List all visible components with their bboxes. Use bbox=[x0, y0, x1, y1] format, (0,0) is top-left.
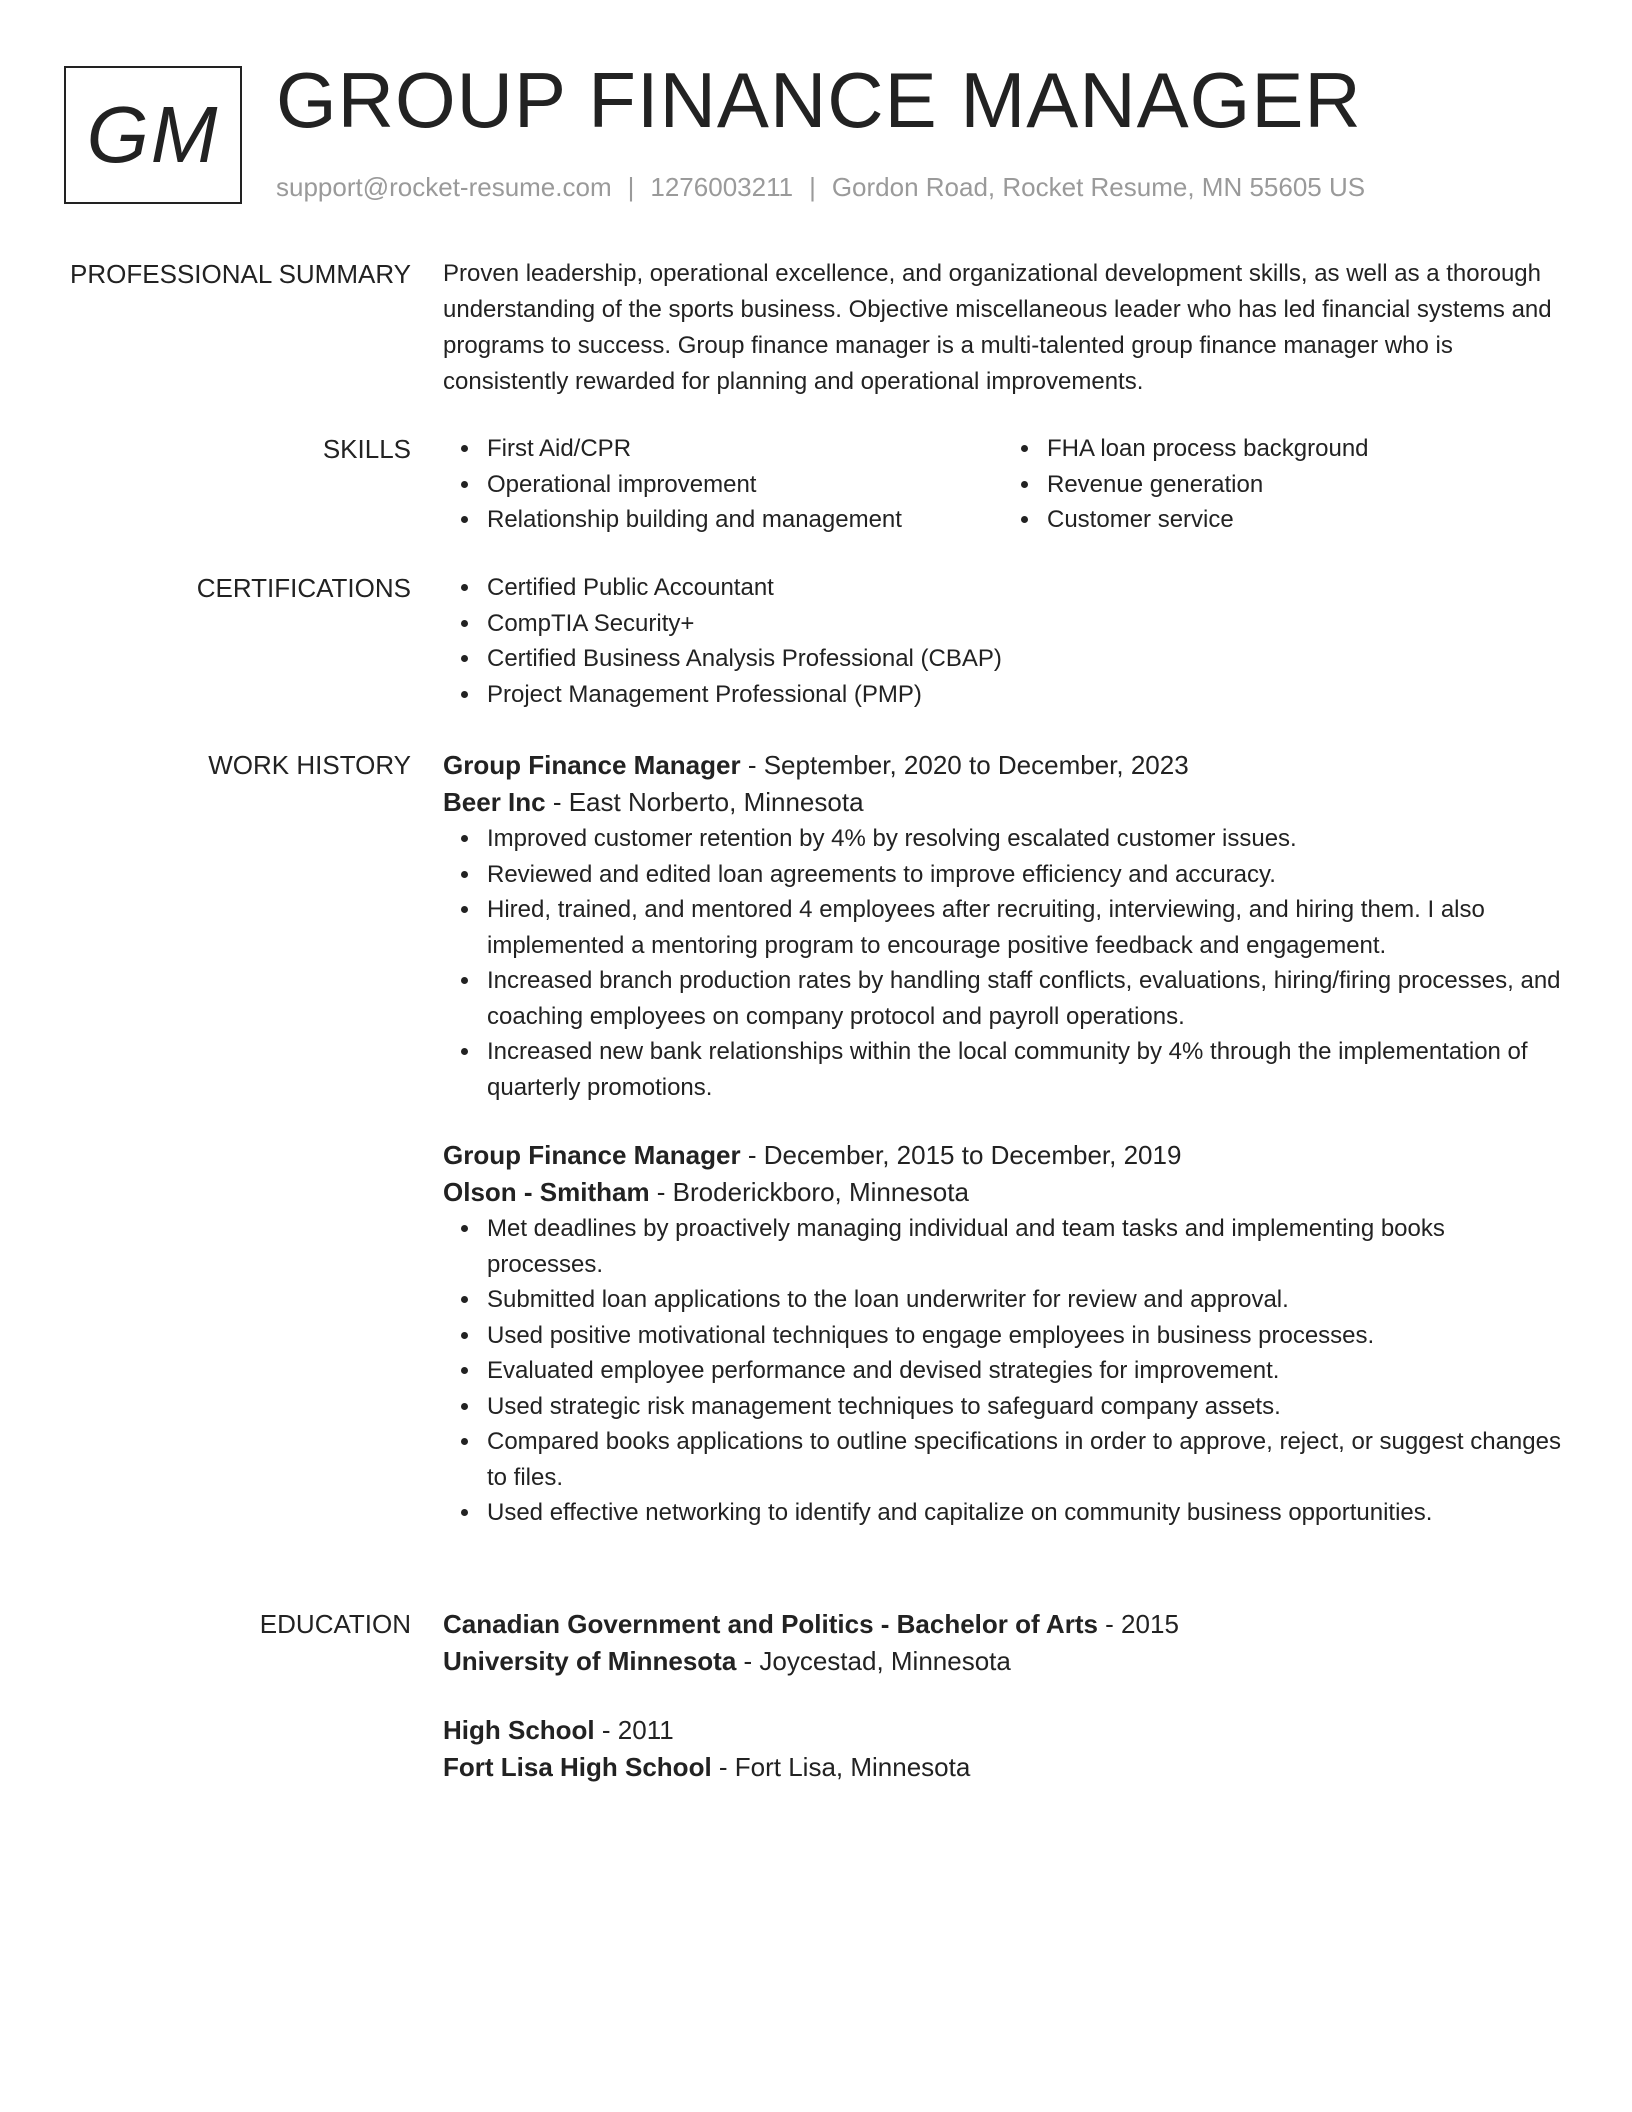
job-company: Beer Inc bbox=[443, 787, 546, 817]
certifications-list bbox=[443, 570, 1563, 712]
job-bullet: Met deadlines by proactively managing individual and team tasks and implementing books processes. bbox=[487, 1211, 1563, 1282]
job-bullet: Used strategic risk management techniques to safeguard company assets. bbox=[487, 1389, 1563, 1425]
education-degree-line bbox=[443, 1606, 1563, 1643]
certification-item: Certified Business Analysis Professional (CBAP) bbox=[487, 641, 1563, 677]
contact-separator: | bbox=[627, 172, 635, 202]
job-bullet: Hired, trained, and mentored 4 employees after recruiting, interviewing, and hiring them. I also implemented a mentoring program to encourage positive feedback and engagement. bbox=[487, 892, 1563, 963]
skills-list bbox=[443, 431, 1563, 538]
education-school: University of Minnesota bbox=[443, 1646, 737, 1676]
certification-item: CompTIA Security+ bbox=[487, 606, 1563, 642]
summary-label: PROFESSIONAL SUMMARY bbox=[70, 259, 411, 289]
job-dates: - September, 2020 to December, 2023 bbox=[740, 750, 1189, 780]
job-title-line bbox=[443, 747, 1563, 784]
contact-phone: 1276003211 bbox=[650, 172, 794, 202]
certifications-label: CERTIFICATIONS bbox=[196, 573, 411, 603]
contact-address: Gordon Road, Rocket Resume, MN 55605 US bbox=[831, 172, 1366, 202]
monogram: GM bbox=[64, 66, 242, 204]
skill-item: First Aid/CPR bbox=[487, 431, 1003, 467]
summary-text: Proven leadership, operational excellence, and organizational development skills, as well as a thorough understanding of the sports business. Objective miscellaneous leader who has led financial systems and programs to success. Group finance manager is a multi-talented group finance manager who is consistently rewarded for planning and operational improvements. bbox=[443, 260, 1552, 395]
contact-separator: | bbox=[809, 172, 816, 202]
resume-title: GROUP FINANCE MANAGER bbox=[276, 56, 1362, 144]
skill-item: Revenue generation bbox=[1047, 467, 1563, 503]
skills-label: SKILLS bbox=[322, 434, 411, 464]
skill-item: Relationship building and management bbox=[487, 502, 1003, 538]
contact-line bbox=[276, 172, 1365, 203]
skills-column-right bbox=[1003, 431, 1563, 538]
job-bullet: Reviewed and edited loan agreements to improve efficiency and accuracy. bbox=[487, 857, 1563, 893]
job-bullets bbox=[443, 821, 1563, 1105]
education-entry bbox=[443, 1606, 1563, 1680]
education-degree-line bbox=[443, 1712, 1563, 1749]
job-company-line bbox=[443, 1174, 1563, 1211]
skills-column-left bbox=[443, 431, 1003, 538]
skill-item: Customer service bbox=[1047, 502, 1563, 538]
skill-item: FHA loan process background bbox=[1047, 431, 1563, 467]
certification-item: Certified Public Accountant bbox=[487, 570, 1563, 606]
education-label: EDUCATION bbox=[259, 1609, 411, 1639]
skill-item: Operational improvement bbox=[487, 467, 1003, 503]
job-company: Olson - Smitham bbox=[443, 1177, 650, 1207]
education-school: Fort Lisa High School bbox=[443, 1752, 712, 1782]
education-year: - 2011 bbox=[594, 1715, 674, 1745]
job-bullet: Improved customer retention by 4% by resolving escalated customer issues. bbox=[487, 821, 1563, 857]
education-year: - 2015 bbox=[1097, 1609, 1179, 1639]
education-degree: Canadian Government and Politics - Bachelor of Arts bbox=[443, 1609, 1098, 1639]
job-title: Group Finance Manager bbox=[443, 1140, 741, 1170]
job-dates: - December, 2015 to December, 2019 bbox=[740, 1140, 1182, 1170]
job-bullet: Increased new bank relationships within the local community by 4% through the implementation of quarterly promotions. bbox=[487, 1034, 1563, 1105]
work-history-label: WORK HISTORY bbox=[208, 750, 411, 780]
job-location: - East Norberto, Minnesota bbox=[545, 787, 864, 817]
job-location: - Broderickboro, Minnesota bbox=[649, 1177, 969, 1207]
job-bullet: Evaluated employee performance and devised strategies for improvement. bbox=[487, 1353, 1563, 1389]
education-school-line bbox=[443, 1749, 1563, 1786]
job-bullet: Compared books applications to outline specifications in order to approve, reject, or suggest changes to files. bbox=[487, 1424, 1563, 1495]
contact-email: support@rocket-resume.com bbox=[276, 172, 612, 202]
job-entry bbox=[443, 1137, 1563, 1531]
job-bullet: Increased branch production rates by handling staff conflicts, evaluations, hiring/firing processes, and coaching employees on company protocol and payroll operations. bbox=[487, 963, 1563, 1034]
education-degree: High School bbox=[443, 1715, 595, 1745]
job-bullet: Used effective networking to identify and capitalize on community business opportunities. bbox=[487, 1495, 1563, 1531]
job-company-line bbox=[443, 784, 1563, 821]
job-title: Group Finance Manager bbox=[443, 750, 741, 780]
job-bullet: Submitted loan applications to the loan underwriter for review and approval. bbox=[487, 1282, 1563, 1318]
job-bullets bbox=[443, 1211, 1563, 1531]
education-school-line bbox=[443, 1643, 1563, 1680]
education-entry bbox=[443, 1712, 1563, 1786]
education-location: - Joycestad, Minnesota bbox=[736, 1646, 1011, 1676]
job-bullet: Used positive motivational techniques to engage employees in business processes. bbox=[487, 1318, 1563, 1354]
job-title-line bbox=[443, 1137, 1563, 1174]
work-history-entries bbox=[443, 747, 1563, 1531]
education-entries bbox=[443, 1606, 1563, 1786]
education-location: - Fort Lisa, Minnesota bbox=[711, 1752, 971, 1782]
certification-item: Project Management Professional (PMP) bbox=[487, 677, 1563, 713]
job-entry bbox=[443, 747, 1563, 1105]
